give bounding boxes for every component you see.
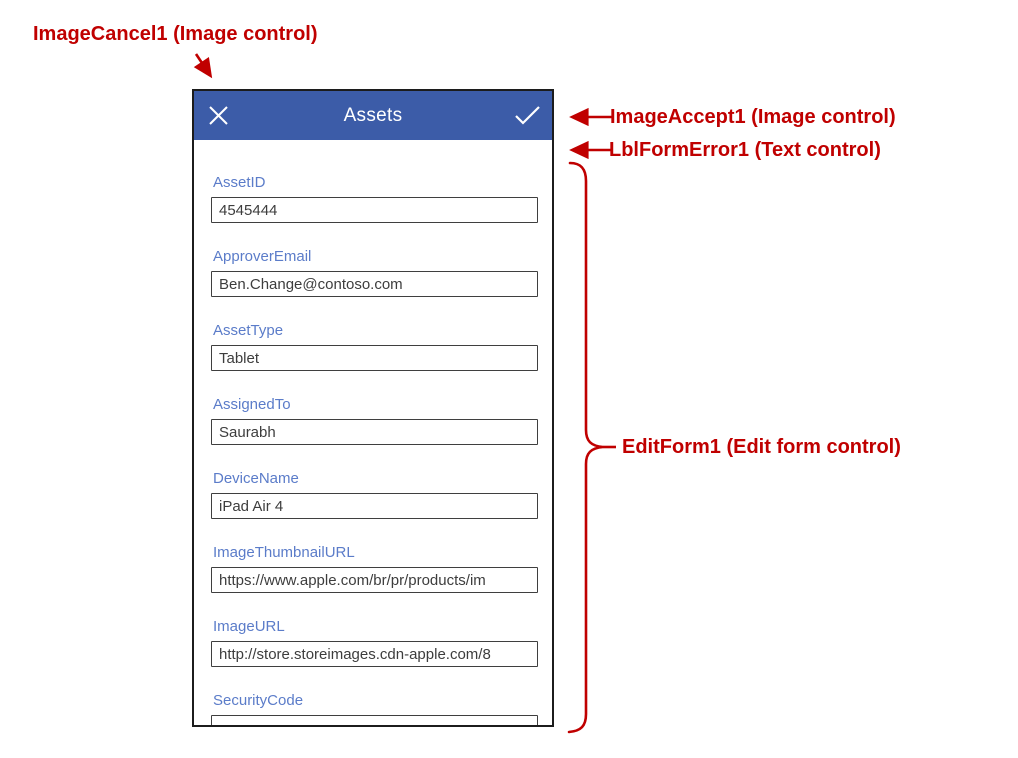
field-assettype: [211, 322, 538, 371]
field-label: DeviceName: [213, 470, 299, 487]
imagethumbnailurl-input[interactable]: [211, 567, 538, 593]
editform-brace: [569, 163, 603, 732]
assignedto-input[interactable]: [211, 419, 538, 445]
field-assetid: [211, 174, 538, 223]
field-label: AssetID: [213, 174, 266, 191]
cancel-arrow: [196, 54, 210, 75]
annotation-form-error: LblFormError1 (Text control): [609, 139, 881, 161]
field-label: AssetType: [213, 322, 284, 339]
annotation-image-cancel: ImageCancel1 (Image control): [33, 23, 318, 45]
annotation-image-accept: ImageAccept1 (Image control): [610, 106, 896, 128]
assettype-input[interactable]: [211, 345, 538, 371]
devicename-input[interactable]: [211, 493, 538, 519]
field-devicename: [211, 470, 538, 519]
page-title: Assets: [343, 104, 403, 126]
field-imageurl: [211, 618, 538, 667]
approveremail-input[interactable]: [211, 271, 538, 297]
field-label: ApproverEmail: [213, 248, 312, 265]
annotation-edit-form: EditForm1 (Edit form control): [622, 436, 901, 458]
field-approveremail: [211, 248, 538, 297]
field-assignedto: [211, 396, 538, 445]
edit-form: [194, 140, 552, 727]
field-label: SecurityCode: [213, 692, 304, 709]
app-screen: [192, 89, 554, 727]
assetid-input[interactable]: [211, 197, 538, 223]
app-header: [194, 91, 552, 140]
imageurl-input[interactable]: [211, 641, 538, 667]
x-icon[interactable]: [209, 91, 228, 140]
field-imagethumbnailurl: [211, 544, 538, 593]
securitycode-input[interactable]: [211, 715, 538, 727]
field-securitycode: [211, 692, 538, 727]
field-label: ImageURL: [213, 618, 285, 635]
check-icon[interactable]: [515, 91, 540, 140]
field-label: ImageThumbnailURL: [213, 544, 355, 561]
field-label: AssignedTo: [213, 396, 291, 413]
